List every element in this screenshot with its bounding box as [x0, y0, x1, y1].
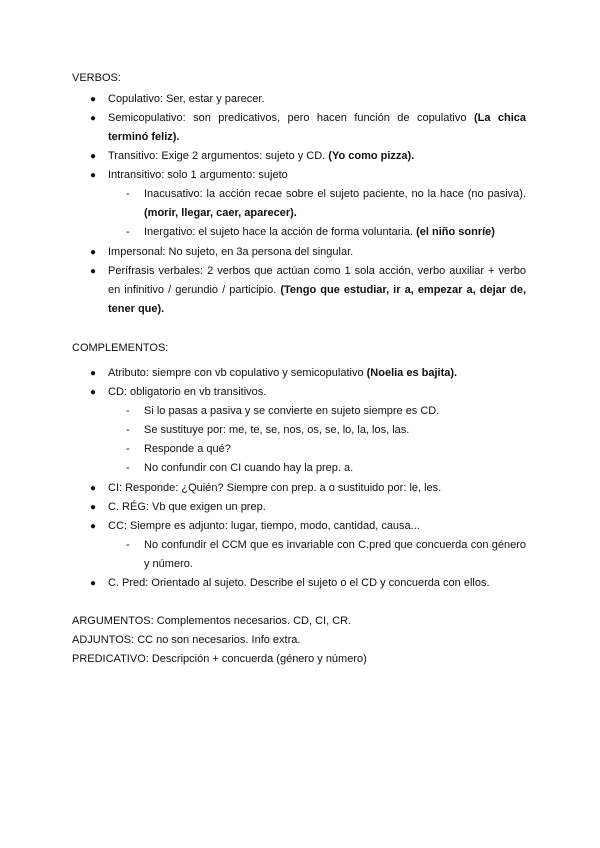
sub-text: Inergativo: el sujeto hace la acción de forma voluntaria.	[144, 226, 417, 238]
sub-item-cd-responde	[126, 440, 526, 459]
sub-text: No confundir con CI cuando hay la prep. a.	[144, 462, 354, 474]
item-text: Atributo: siempre con vb copulativo y semicopulativo	[108, 367, 367, 379]
bullet-icon: ●	[90, 151, 97, 162]
list-item-semicopulativo	[90, 109, 527, 147]
sub-text: No confundir el CCM que es invariable con C.pred que concuerda con género y número.	[144, 539, 526, 570]
sub-item-inergativo	[126, 223, 526, 242]
item-text: CI: Responde: ¿Quién? Siempre con prep. a o sustituido por: le, les.	[108, 482, 442, 494]
bullet-icon: ●	[90, 94, 97, 105]
sub-item-inacusativo	[126, 185, 526, 223]
list-item-transitivo	[90, 147, 526, 166]
item-text: CD: obligatorio en vb transitivos.	[108, 386, 267, 398]
item-text: Transitivo: Exige 2 argumentos: sujeto y CD.	[108, 150, 329, 162]
sub-item-cc-confundir	[126, 536, 526, 574]
item-text: Perífrasis verbales: 2 verbos que actúan como 1 sola acción, verbo auxiliar + verbo en infinitivo / gerundio / participio.	[108, 265, 526, 296]
bullet-icon: ●	[90, 170, 97, 181]
bullet-icon: ●	[90, 578, 97, 589]
list-item-cd	[90, 383, 526, 402]
item-example: (La chica terminó feliz).	[108, 112, 527, 143]
list-item-atributo	[90, 364, 526, 383]
complementos-heading: COMPLEMENTOS:	[72, 342, 169, 354]
item-text: C. RÉG: Vb que exigen un prep.	[108, 501, 266, 513]
predicativo-line: PREDICATIVO: Descripción + concuerda (género y número)	[72, 653, 367, 665]
sub-text: Se sustituye por: me, te, se, nos, os, se, lo, la, los, las.	[144, 424, 410, 436]
list-item-cc	[90, 517, 526, 536]
dash-icon: -	[126, 443, 130, 455]
list-item-intransitivo	[90, 166, 526, 185]
bullet-icon: ●	[90, 266, 97, 277]
item-example: (Noelia es bajita).	[366, 367, 458, 379]
dash-icon: -	[126, 188, 130, 200]
bullet-icon: ●	[90, 521, 97, 532]
dash-icon: -	[126, 405, 130, 417]
dash-icon: -	[126, 424, 130, 436]
sub-item-cd-sustituye	[126, 421, 526, 440]
sub-text: Responde a qué?	[144, 443, 231, 455]
item-text: Intransitivo: solo 1 argumento: sujeto	[108, 169, 288, 181]
sub-item-cd-pasiva	[126, 402, 526, 421]
dash-icon: -	[126, 462, 130, 474]
list-item-ci	[90, 479, 526, 498]
bullet-icon: ●	[90, 502, 97, 513]
item-text: CC: Siempre es adjunto: lugar, tiempo, modo, cantidad, causa...	[108, 520, 420, 532]
item-text: Semicopulativo: son predicativos, pero hacen función de copulativo	[108, 112, 474, 124]
item-text: Copulativo: Ser, estar y parecer.	[108, 93, 265, 105]
list-item-cpred	[90, 574, 526, 593]
item-text: C. Pred: Orientado al sujeto. Describe el sujeto o el CD y concuerda con ellos.	[108, 577, 490, 589]
bullet-icon: ●	[90, 368, 97, 379]
argumentos-line: ARGUMENTOS: Complementos necesarios. CD, CI, CR.	[72, 615, 352, 627]
list-item-creg	[90, 498, 526, 517]
list-item-impersonal	[90, 243, 526, 262]
sub-example: (el niño sonríe)	[416, 226, 495, 238]
sub-text: Si lo pasas a pasiva y se convierte en sujeto siempre es CD.	[144, 405, 440, 417]
bullet-icon: ●	[90, 387, 97, 398]
dash-icon: -	[126, 226, 130, 238]
item-text: Impersonal: No sujeto, en 3a persona del singular.	[108, 246, 354, 258]
sub-item-cd-confundir	[126, 459, 526, 478]
list-item-perifrasis	[90, 262, 526, 319]
bullet-icon: ●	[90, 113, 97, 124]
list-item-copulativo	[90, 90, 526, 109]
bullet-icon: ●	[90, 483, 97, 494]
sub-example: (morir, llegar, caer, aparecer).	[144, 207, 297, 219]
dash-icon: -	[126, 539, 130, 551]
item-example: (Tengo que estudiar, ir a, empezar a, dejar de, tener que).	[108, 284, 526, 315]
sub-text: Inacusativo: la acción recae sobre el sujeto paciente, no la hace (no pasiva).	[144, 188, 526, 200]
verbos-heading: VERBOS:	[72, 72, 121, 84]
item-example: (Yo como pizza).	[328, 150, 415, 162]
bullet-icon: ●	[90, 247, 97, 258]
adjuntos-line: ADJUNTOS: CC no son necesarios. Info extra.	[72, 634, 301, 646]
